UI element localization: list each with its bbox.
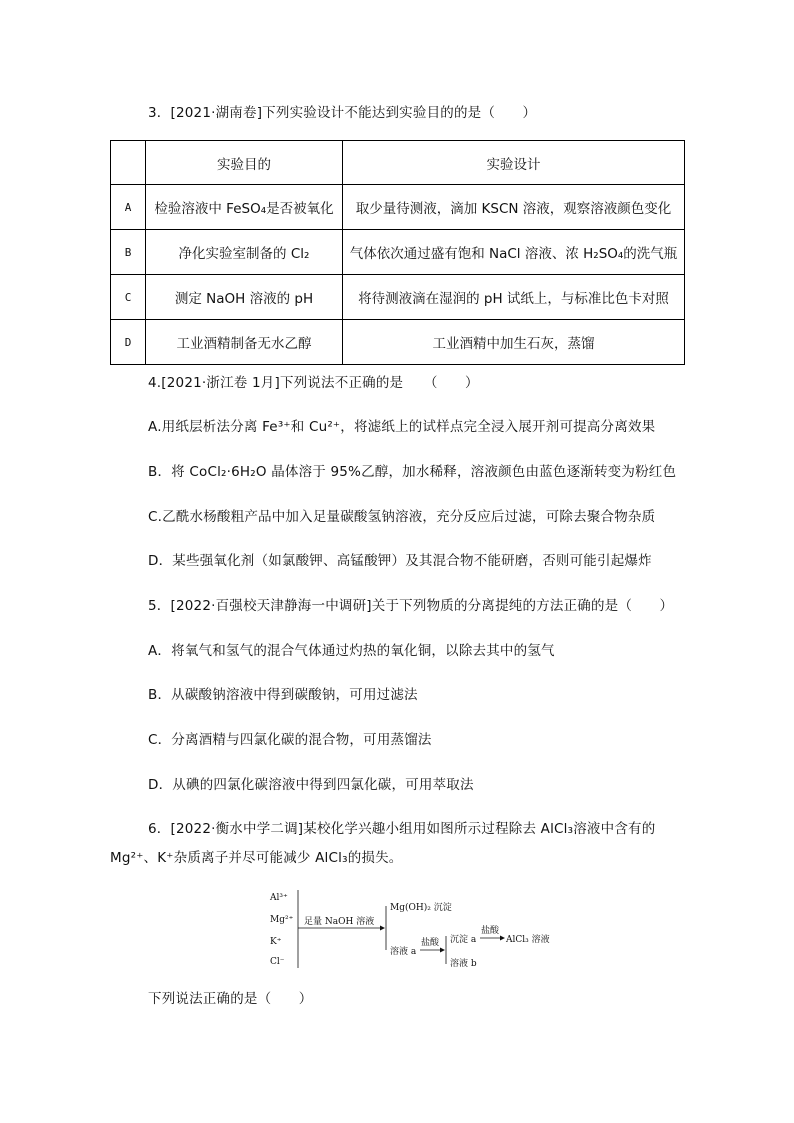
reagent-hcl-1: 盐酸 xyxy=(421,938,440,948)
product-alcl3: AlCl₃ 溶液 xyxy=(506,935,550,945)
ion-mg: Mg²⁺ xyxy=(270,915,294,925)
row-design: 气体依次通过盛有饱和 NaCl 溶液、浓 H₂SO₄的洗气瓶 xyxy=(343,230,685,275)
q4-option-b: B．将 CoCl₂·6H₂O 晶体溶于 95%乙醇，加水稀释，溶液颜色由蓝色逐渐转变为粉红色 xyxy=(148,464,677,480)
row-design: 将待测液滴在湿润的 pH 试纸上，与标准比色卡对照 xyxy=(343,275,685,320)
precipitate-mgoh2: Mg(OH)₂ 沉淀 xyxy=(390,903,452,913)
row-label: B xyxy=(111,230,146,275)
row-goal: 测定 NaOH 溶液的 pH xyxy=(146,275,343,320)
table-row xyxy=(111,185,685,230)
row-goal: 检验溶液中 FeSO₄是否被氧化 xyxy=(146,185,343,230)
main-arrow-head xyxy=(380,926,385,931)
q4-stem: 4.[2021·浙江卷 1月]下列说法不正确的是 （ ） xyxy=(148,375,479,391)
reagent-hcl-2: 盐酸 xyxy=(481,926,500,936)
q5-option-b: B．从碳酸钠溶液中得到碳酸钠，可用过滤法 xyxy=(148,687,418,703)
row-design: 工业酒精中加生石灰，蒸馏 xyxy=(343,320,685,365)
q4-option-c: C.乙酰水杨酸粗产品中加入足量碳酸氢钠溶液，充分反应后过滤，可除去聚合物杂质 xyxy=(148,509,656,525)
header-blank-cell xyxy=(111,141,146,185)
ion-al: Al³⁺ xyxy=(270,893,288,903)
solution-a: 溶液 a xyxy=(390,947,417,957)
q3-stem: 3．[2021·湖南卷]下列实验设计不能达到实验目的的是（ ） xyxy=(148,105,537,121)
q5-option-c: C．分离酒精与四氯化碳的混合物，可用蒸馏法 xyxy=(148,732,432,748)
solution-b: 溶液 b xyxy=(450,959,477,969)
q6-stem-line2: Mg²⁺、K⁺杂质离子并尽可能减少 AlCl₃的损失。 xyxy=(110,850,403,866)
q6-stem-line1: 6．[2022·衡水中学二调]某校化学兴趣小组用如图所示过程除去 AlCl₃溶液中含有的 xyxy=(148,821,656,837)
reagent-naoh: 足量 NaOH 溶液 xyxy=(304,917,375,927)
separation-flow-diagram xyxy=(268,888,558,970)
ion-k: K⁺ xyxy=(270,937,282,947)
row-design: 取少量待测液，滴加 KSCN 溶液，观察溶液颜色变化 xyxy=(343,185,685,230)
q4-option-d: D．某些强氧化剂（如氯酸钾、高锰酸钾）及其混合物不能研磨，否则可能引起爆炸 xyxy=(148,553,652,569)
row-label: D xyxy=(111,320,146,365)
header-design: 实验设计 xyxy=(343,141,685,185)
precipitate-a: 沉淀 a xyxy=(450,935,477,945)
row-goal: 工业酒精制备无水乙醇 xyxy=(146,320,343,365)
q3-table xyxy=(110,140,685,365)
ion-cl: Cl⁻ xyxy=(270,957,285,967)
hcl-arrow-head xyxy=(440,948,445,953)
table-header-row xyxy=(111,141,685,185)
row-goal: 净化实验室制备的 Cl₂ xyxy=(146,230,343,275)
row-label: C xyxy=(111,275,146,320)
final-arrow-head xyxy=(500,936,505,941)
header-goal: 实验目的 xyxy=(146,141,343,185)
table-row xyxy=(111,230,685,275)
flow-diagram-svg xyxy=(268,888,558,970)
row-label: A xyxy=(111,185,146,230)
q4-option-a: A.用纸层析法分离 Fe³⁺和 Cu²⁺，将滤纸上的试样点完全浸入展开剂可提高分离效果 xyxy=(148,419,656,435)
q5-option-d: D．从碘的四氯化碳溶液中得到四氯化碳，可用萃取法 xyxy=(148,777,474,793)
q6-question: 下列说法正确的是（ ） xyxy=(148,991,313,1007)
table-row xyxy=(111,320,685,365)
q5-stem: 5．[2022·百强校天津静海一中调研]关于下列物质的分离提纯的方法正确的是（ ） xyxy=(148,598,674,614)
table-row xyxy=(111,275,685,320)
q5-option-a: A．将氧气和氢气的混合气体通过灼热的氧化铜，以除去其中的氢气 xyxy=(148,643,555,659)
